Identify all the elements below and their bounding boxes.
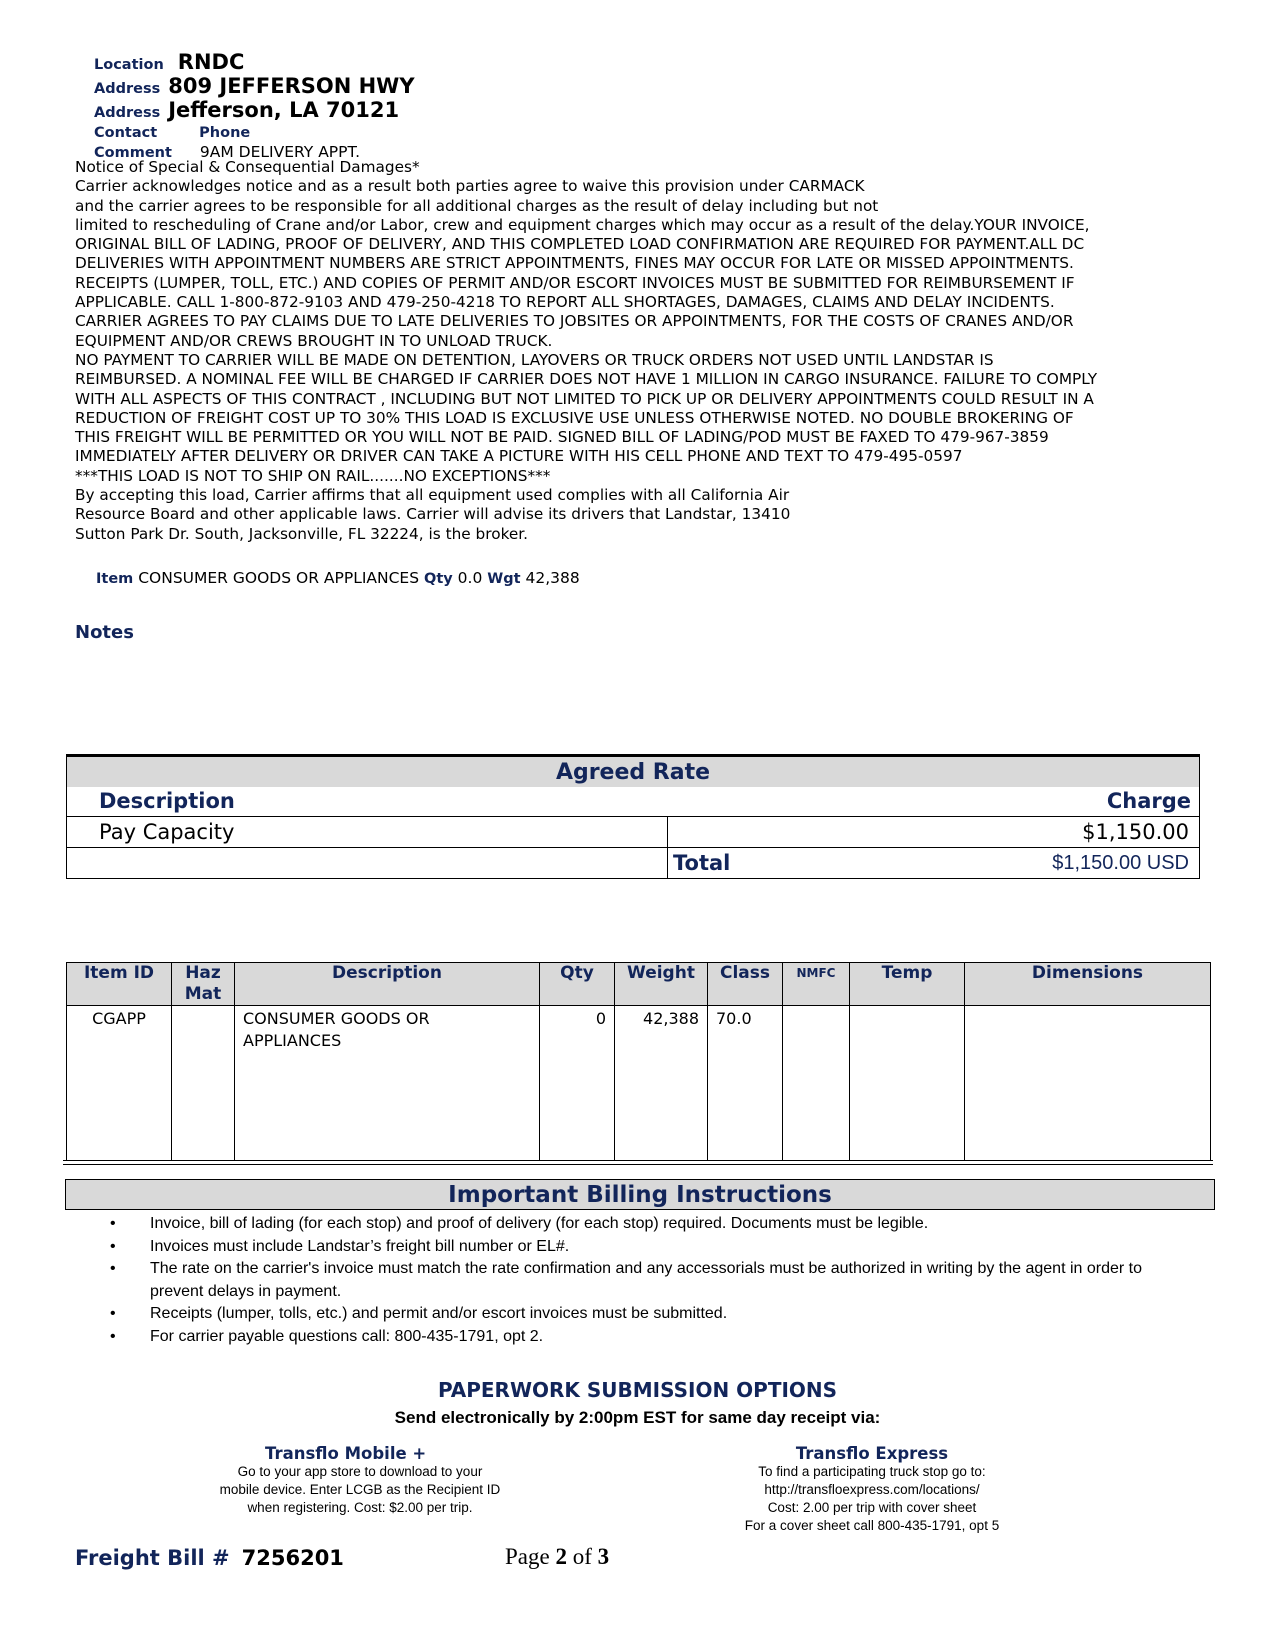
list-item: • For carrier payable questions call: 800-435-1791, opt 2.	[110, 1326, 1170, 1349]
billing-instructions-title: Important Billing Instructions	[65, 1179, 1215, 1210]
address-row-2	[94, 98, 415, 122]
rate-total-value: $1,150.00 USD	[1052, 852, 1189, 874]
rate-line-charge: $1,150.00	[1082, 820, 1189, 844]
qty-value: 0.0	[457, 569, 483, 587]
cell-class: 70.0	[708, 1006, 783, 1161]
terms-line: NO PAYMENT TO CARRIER WILL BE MADE ON DETENTION, LAYOVERS OR TRUCK ORDERS NOT USED UNTIL LANDSTAR IS	[75, 350, 994, 369]
terms-line: ORIGINAL BILL OF LADING, PROOF OF DELIVERY, AND THIS COMPLETED LOAD CONFIRMATION ARE REQUIRED FOR PAYMENT.ALL DC	[75, 235, 1085, 254]
address-label-2: Address	[94, 105, 161, 121]
page-word: Page	[505, 1544, 550, 1569]
address-row-1	[94, 74, 415, 98]
freight-bill-footer	[75, 1546, 344, 1570]
terms-line: IMMEDIATELY AFTER DELIVERY OR DRIVER CAN TAKE A PICTURE WITH HIS CELL PHONE AND TEXT TO 479-495-0597	[75, 447, 963, 466]
item-label: Item	[96, 571, 134, 587]
comment-label: Comment	[94, 145, 172, 161]
agreed-rate-table	[66, 754, 1200, 879]
terms-line: REDUCTION OF FREIGHT COST UP TO 30% THIS LOAD IS EXCLUSIVE USE UNLESS OTHERWISE NOTED. NO DOUBLE BROKERING OF	[75, 408, 1074, 427]
billing-instructions-list	[110, 1213, 1170, 1348]
col-haz-mat: Haz Mat	[172, 963, 235, 1006]
notes-label: Notes	[75, 622, 134, 643]
col-weight: Weight	[615, 963, 708, 1006]
qty-label: Qty	[424, 571, 453, 587]
terms-line: THIS FREIGHT WILL BE PERMITTED OR YOU WILL NOT BE PAID. SIGNED BILL OF LADING/POD MUST BE FAXED TO 479-967-3859	[75, 428, 1049, 447]
rate-line-description: Pay Capacity	[99, 820, 235, 844]
transflo-mobile-line: Go to your app store to download to your	[237, 1464, 483, 1479]
table-row	[67, 1006, 1211, 1161]
freight-bill-number: 7256201	[241, 1546, 344, 1570]
cell-nmfc	[783, 1006, 850, 1161]
of-word: of	[572, 1544, 592, 1569]
cell-haz-mat	[172, 1006, 235, 1161]
rate-total-label: Total	[673, 851, 731, 875]
rate-divider	[667, 848, 668, 878]
col-qty: Qty	[540, 963, 615, 1006]
terms-line: WITH ALL ASPECTS OF THIS CONTRACT , INCLUDING BUT NOT LIMITED TO PICK UP OR DELIVERY APPOINTMENTS COULD RESULT IN A	[75, 389, 1094, 408]
rate-charge-header: Charge	[1106, 789, 1191, 813]
terms-line: By accepting this load, Carrier affirms that all equipment used complies with all California Air	[75, 486, 790, 505]
terms-line: Carrier acknowledges notice and as a result both parties agree to waive this provision under CARMACK	[75, 177, 865, 196]
transflo-mobile-option	[195, 1444, 525, 1517]
cell-description: CONSUMER GOODS OR APPLIANCES	[235, 1006, 540, 1161]
paperwork-title: PAPERWORK SUBMISSION OPTIONS	[437, 1378, 838, 1402]
terms-line: RECEIPTS (LUMPER, TOLL, ETC.) AND COPIES OF PERMIT AND/OR ESCORT INVOICES MUST BE SUBMITTED FOR REIMBURSEMENT IF	[75, 273, 1075, 292]
terms-line: Resource Board and other applicable laws. Carrier will advise its drivers that Landstar, 13410	[75, 505, 791, 524]
freight-bill-label: Freight Bill #	[75, 1546, 230, 1570]
stop-details	[94, 50, 415, 162]
terms-line: REIMBURSED. A NOMINAL FEE WILL BE CHARGED IF CARRIER DOES NOT HAVE 1 MILLION IN CARGO INSURANCE. FAILURE TO COMPLY	[75, 370, 1098, 389]
wgt-value: 42,388	[525, 569, 580, 587]
contact-label: Contact	[94, 125, 158, 141]
list-item: • The rate on the carrier's invoice must match the rate confirmation and any accessorials must be authorized in writing by the agent in order to prevent delays in payment.	[110, 1258, 1170, 1303]
col-description: Description	[235, 963, 540, 1006]
rate-description-header: Description	[99, 789, 235, 813]
items-header-row	[67, 963, 1211, 1006]
address-line-1: 809 JEFFERSON HWY	[168, 74, 415, 98]
transflo-mobile-line: when registering. Cost: $2.00 per trip.	[247, 1500, 473, 1515]
terms-and-conditions	[75, 158, 1215, 544]
col-class: Class	[708, 963, 783, 1006]
rate-header-row	[66, 787, 1200, 817]
transflo-express-line: To find a participating truck stop go to:	[758, 1464, 986, 1479]
list-item: • Receipts (lumper, tolls, etc.) and permit and/or escort invoices must be submitted.	[110, 1303, 1170, 1326]
col-dimensions: Dimensions	[965, 963, 1211, 1006]
rate-divider	[667, 817, 668, 847]
terms-line: EQUIPMENT AND/OR CREWS BROUGHT IN TO UNLOAD TRUCK.	[75, 331, 553, 350]
list-item: • Invoice, bill of lading (for each stop) and proof of delivery (for each stop) required. Documents must be legible.	[110, 1213, 1170, 1236]
cell-temp	[850, 1006, 965, 1161]
terms-line: and the carrier agrees to be responsible for all additional charges as the result of delay including but not	[75, 196, 879, 215]
transflo-mobile-title: Transflo Mobile +	[265, 1444, 427, 1463]
terms-line: Notice of Special & Consequential Damages*	[75, 158, 420, 176]
col-item-id: Item ID	[67, 963, 172, 1006]
transflo-express-line: For a cover sheet call 800-435-1791, opt 5	[744, 1518, 1000, 1533]
cell-weight: 42,388	[615, 1006, 708, 1161]
terms-line: DELIVERIES WITH APPOINTMENT NUMBERS ARE STRICT APPOINTMENTS, FINES MAY OCCUR FOR LATE OR MISSED APPOINTMENTS.	[75, 254, 1074, 273]
item-summary	[96, 569, 580, 587]
terms-line: CARRIER AGREES TO PAY CLAIMS DUE TO LATE DELIVERIES TO JOBSITES OR APPOINTMENTS, FOR THE COSTS OF CRANES AND/OR	[75, 312, 1074, 331]
cell-item-id: CGAPP	[67, 1006, 172, 1161]
location-value: RNDC	[177, 50, 245, 74]
col-nmfc: NMFC	[783, 963, 850, 1006]
page-current: 2	[555, 1544, 567, 1569]
page-total: 3	[597, 1544, 610, 1569]
terms-line: APPLICABLE. CALL 1-800-872-9103 AND 479-250-4218 TO REPORT ALL SHORTAGES, DAMAGES, CLAIMS AND DELAY INCIDENTS.	[75, 293, 1055, 312]
transflo-express-title: Transflo Express	[795, 1444, 949, 1463]
items-table	[66, 962, 1211, 1161]
cell-qty: 0	[540, 1006, 615, 1161]
list-item: • Invoices must include Landstar’s freight bill number or EL#.	[110, 1236, 1170, 1259]
address-line-2: Jefferson, LA 70121	[168, 98, 400, 122]
item-value: CONSUMER GOODS OR APPLIANCES	[138, 569, 420, 587]
agreed-rate-title: Agreed Rate	[66, 757, 1200, 787]
phone-label: Phone	[199, 125, 251, 141]
comment-value: 9AM DELIVERY APPT.	[199, 143, 361, 161]
paperwork-subtitle: Send electronically by 2:00pm EST for same day receipt via:	[394, 1408, 881, 1427]
transflo-express-line: Cost: 2.00 per trip with cover sheet	[767, 1500, 977, 1515]
transflo-mobile-line: mobile device. Enter LCGB as the Recipient ID	[219, 1482, 501, 1497]
wgt-label: Wgt	[487, 571, 521, 587]
items-bottom-rule	[63, 1160, 1213, 1165]
page-number	[505, 1544, 609, 1570]
location-label: Location	[94, 57, 164, 73]
address-label-1: Address	[94, 81, 161, 97]
transflo-express-link[interactable]: http://transfloexpress.com/locations/	[764, 1482, 980, 1497]
terms-line: limited to rescheduling of Crane and/or Labor, crew and equipment charges which may occur as a result of the delay.YOUR INVOICE,	[75, 215, 1090, 234]
transflo-express-option	[712, 1444, 1032, 1535]
terms-line: ***THIS LOAD IS NOT TO SHIP ON RAIL.......NO EXCEPTIONS***	[75, 466, 551, 485]
rate-total-row	[66, 848, 1200, 879]
terms-line: Sutton Park Dr. South, Jacksonville, FL 32224, is the broker.	[75, 524, 529, 543]
col-temp: Temp	[850, 963, 965, 1006]
rate-line-row	[66, 817, 1200, 848]
location-row	[94, 50, 415, 74]
cell-dimensions	[965, 1006, 1211, 1161]
contact-row	[94, 122, 415, 142]
